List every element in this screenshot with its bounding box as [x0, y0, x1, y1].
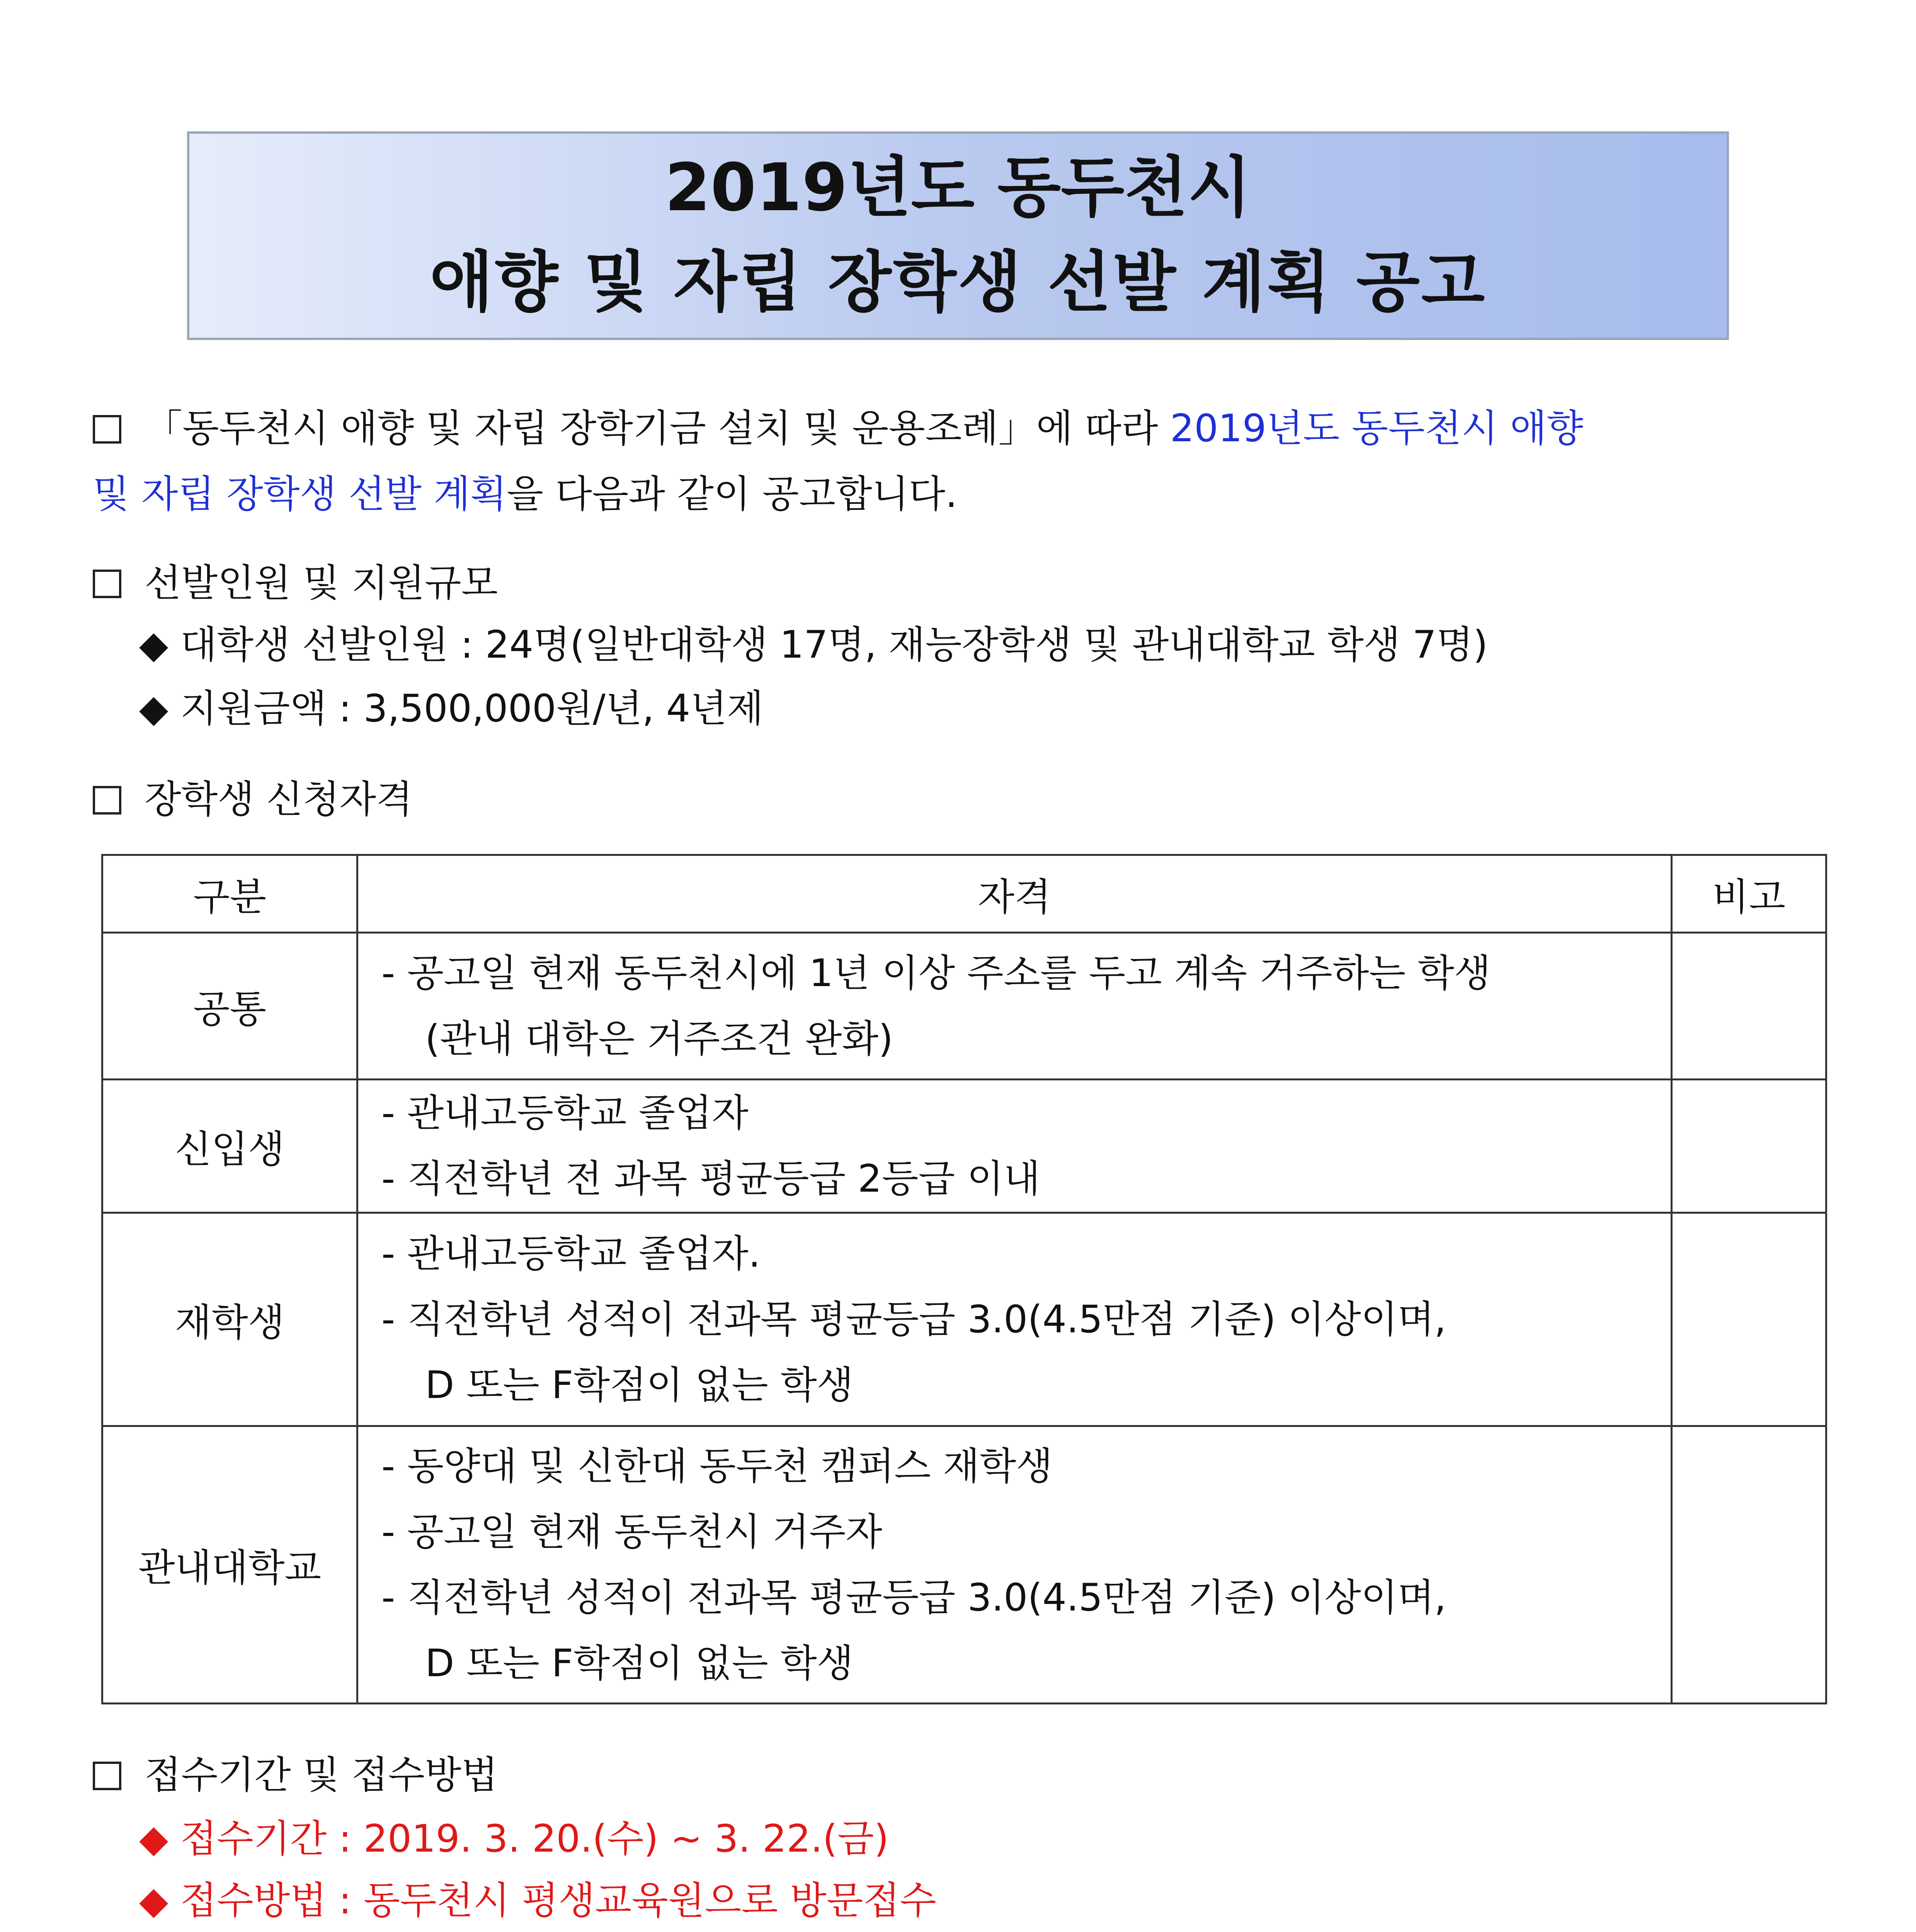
- column-header-category: 구분: [102, 855, 357, 933]
- column-header-remarks: 비고: [1672, 855, 1826, 933]
- title-line-2: 애향 및 자립 장학생 선발 계획 공고: [429, 244, 1487, 321]
- intro-highlight-a: 2019년도 동두천시 애향: [1170, 406, 1583, 451]
- section-heading-selection: [93, 561, 1843, 605]
- table-header-row: [102, 855, 1826, 933]
- bullet-support-amount: ◆ 지원금액 : 3,500,000원/년, 4년제: [139, 687, 764, 731]
- qualification-table: [101, 854, 1827, 1704]
- row-category: 공통: [102, 933, 357, 1080]
- bullet-application-method: ◆ 접수방법 : 동두천시 평생교육원으로 방문접수: [139, 1879, 936, 1923]
- row-remarks: [1672, 933, 1826, 1080]
- intro-text-end: 을 다음과 같이 공고합니다.: [507, 472, 958, 516]
- qualification-line: D 또는 F학점이 없는 학생: [425, 1641, 854, 1685]
- row-qualification: [357, 933, 1672, 1080]
- qualification-line: - 직전학년 성적이 전과목 평균등급 3.0(4.5만점 기준) 이상이며,: [381, 1297, 1446, 1342]
- checkbox-square-icon: [93, 570, 121, 598]
- qualification-line: - 관내고등학교 졸업자.: [381, 1231, 761, 1276]
- row-qualification: [357, 1213, 1672, 1426]
- row-remarks: [1672, 1426, 1826, 1704]
- qualification-line: (관내 대학은 거주조건 완화): [425, 1017, 893, 1061]
- column-header-qualification: 자격: [357, 855, 1672, 933]
- table-row: [102, 933, 1826, 1080]
- qualification-line: D 또는 F학점이 없는 학생: [425, 1363, 854, 1407]
- qualification-line: - 직전학년 성적이 전과목 평균등급 3.0(4.5만점 기준) 이상이며,: [381, 1575, 1446, 1620]
- section-heading-text: 접수기간 및 접수방법: [145, 1753, 498, 1797]
- qualification-line: - 동양대 및 신한대 동두천 캠퍼스 재학생: [381, 1444, 1053, 1488]
- section-heading-application: [93, 1753, 1843, 1797]
- bullet-selection-count: ◆ 대학생 선발인원 : 24명(일반대학생 17명, 재능장학생 및 관내대학교 학생 7명): [139, 623, 1488, 667]
- row-category: 관내대학교: [102, 1426, 357, 1704]
- qualification-line: - 공고일 현재 동두천시 거주자: [381, 1510, 882, 1554]
- row-remarks: [1672, 1213, 1826, 1426]
- checkbox-square-icon: [93, 415, 121, 444]
- row-qualification: [357, 1080, 1672, 1213]
- section-heading-text: 장학생 신청자격: [145, 777, 413, 821]
- bullet-application-period: ◆ 접수기간 : 2019. 3. 20.(수) ~ 3. 22.(금): [139, 1817, 889, 1861]
- intro-paragraph-line-1: [93, 406, 1843, 451]
- row-category: 신입생: [102, 1080, 357, 1213]
- checkbox-square-icon: [93, 786, 121, 815]
- table-row: [102, 1213, 1826, 1426]
- table-row: [102, 1080, 1826, 1213]
- row-qualification: [357, 1426, 1672, 1704]
- title-line-1: 2019년도 동두천시: [665, 150, 1251, 226]
- row-category: 재학생: [102, 1213, 357, 1426]
- title-box: [187, 131, 1729, 340]
- intro-paragraph-line-2: [93, 472, 1843, 516]
- checkbox-square-icon: [93, 1762, 121, 1790]
- qualification-line: - 직전학년 전 과목 평균등급 2등급 이내: [381, 1157, 1040, 1201]
- intro-highlight-b: 및 자립 장학생 선발 계획: [93, 472, 507, 516]
- section-heading-text: 선발인원 및 지원규모: [145, 561, 498, 605]
- qualification-line: - 공고일 현재 동두천시에 1년 이상 주소를 두고 계속 거주하는 학생: [381, 951, 1491, 995]
- qualification-line: - 관내고등학교 졸업자: [381, 1091, 749, 1135]
- row-remarks: [1672, 1080, 1826, 1213]
- section-heading-qualification: [93, 777, 1843, 821]
- intro-text: 「동두천시 애향 및 자립 장학기금 설치 및 운용조례」에 따라: [145, 406, 1170, 451]
- table-row: [102, 1426, 1826, 1704]
